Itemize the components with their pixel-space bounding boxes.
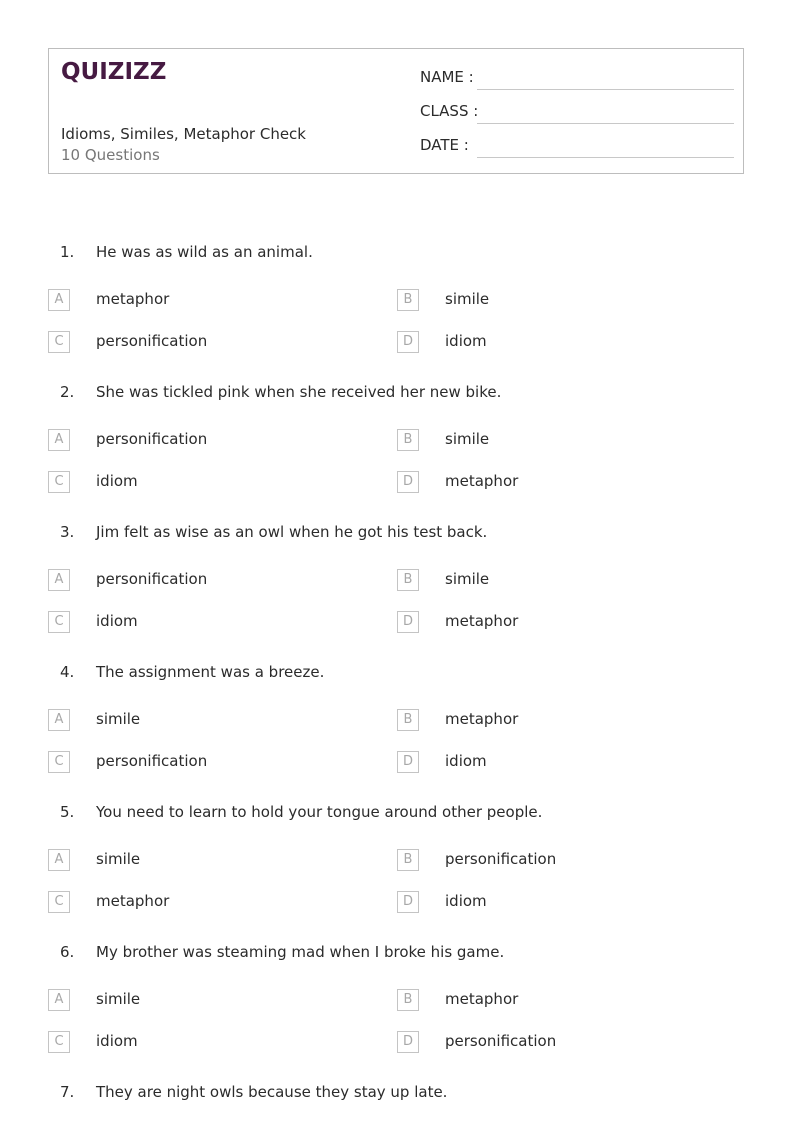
question-text: He was as wild as an animal. [96,243,313,261]
question-text: She was tickled pink when she received her new bike. [96,383,502,401]
option-letter-box: A [48,989,70,1011]
option-text: personification [96,430,208,448]
option-letter-box: C [48,1031,70,1053]
option-text: personification [96,570,208,588]
option-letter-box: B [397,289,419,311]
option-text: idiom [445,332,487,350]
option-text: idiom [96,612,138,630]
question-text: Jim felt as wise as an owl when he got his test back. [96,523,488,541]
option-letter-box: B [397,849,419,871]
option-letter-box: A [48,429,70,451]
question-number: 3. [60,523,75,541]
date-line [477,157,734,158]
option-text: idiom [96,1032,138,1050]
question-text: My brother was steaming mad when I broke his game. [96,943,505,961]
option-text: idiom [96,472,138,490]
option-letter-box: C [48,611,70,633]
option-text: simile [445,430,490,448]
option-letter-box: C [48,331,70,353]
name-label: NAME : [420,68,474,86]
option-text: personification [96,752,208,770]
option-letter-box: B [397,989,419,1011]
option-letter-box: B [397,429,419,451]
question-text: The assignment was a breeze. [96,663,325,681]
option-text: idiom [445,752,487,770]
question-number: 4. [60,663,75,681]
option-text: metaphor [96,892,170,910]
worksheet-header [48,48,744,174]
option-text: metaphor [445,710,519,728]
option-text: personification [445,1032,557,1050]
date-label: DATE : [420,136,469,154]
question-count: 10 Questions [61,146,160,164]
question-number: 5. [60,803,75,821]
option-letter-box: A [48,849,70,871]
option-text: simile [445,290,490,308]
option-letter-box: D [397,1031,419,1053]
question-text: You need to learn to hold your tongue around other people. [96,803,543,821]
option-letter-box: A [48,569,70,591]
option-letter-box: D [397,611,419,633]
class-field[interactable] [420,102,734,124]
worksheet-title: Idioms, Similes, Metaphor Check [61,125,306,143]
option-letter-box: D [397,751,419,773]
name-field[interactable] [420,68,734,90]
option-letter-box: C [48,891,70,913]
option-text: simile [96,850,141,868]
option-text: metaphor [445,612,519,630]
question-number: 6. [60,943,75,961]
class-line [477,123,734,124]
quizizz-logo: QUIZIZZ [61,59,167,85]
option-letter-box: D [397,891,419,913]
option-letter-box: C [48,471,70,493]
option-text: metaphor [445,472,519,490]
option-text: metaphor [96,290,170,308]
question-text: They are night owls because they stay up late. [96,1083,448,1101]
question-number: 7. [60,1083,75,1101]
option-text: personification [96,332,208,350]
option-letter-box: B [397,569,419,591]
option-letter-box: C [48,751,70,773]
option-text: personification [445,850,557,868]
question-number: 1. [60,243,75,261]
name-line [477,89,734,90]
class-label: CLASS : [420,102,479,120]
option-text: metaphor [445,990,519,1008]
question-number: 2. [60,383,75,401]
option-letter-box: B [397,709,419,731]
option-text: simile [96,710,141,728]
option-letter-box: D [397,331,419,353]
option-text: simile [96,990,141,1008]
date-field[interactable] [420,136,734,158]
option-letter-box: D [397,471,419,493]
option-text: simile [445,570,490,588]
option-text: idiom [445,892,487,910]
option-letter-box: A [48,289,70,311]
option-letter-box: A [48,709,70,731]
